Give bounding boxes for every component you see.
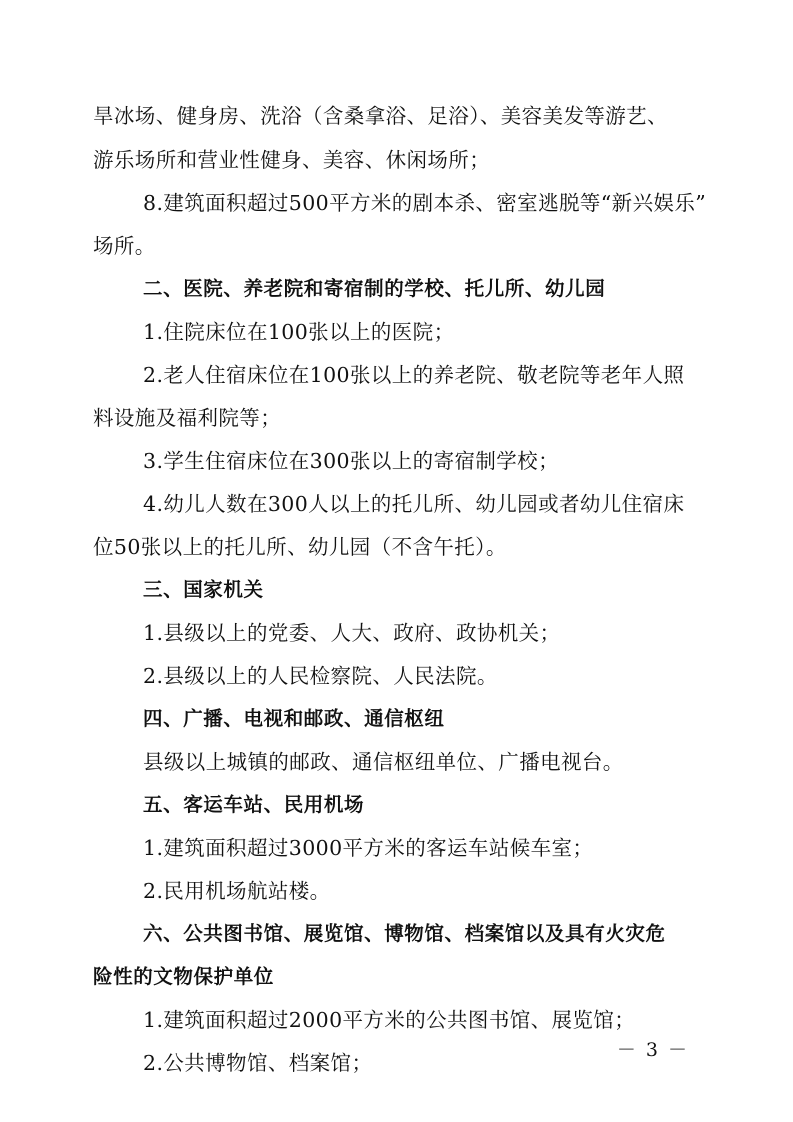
body-line-9: 3.学生住宿床位在300张以上的寄宿制学校； bbox=[143, 449, 559, 473]
body-line-4: 场所。 bbox=[93, 234, 156, 258]
body-line-19: 2.民用机场航站楼。 bbox=[143, 879, 331, 903]
body-line-1: 旱冰场、健身房、洗浴（含桑拿浴、足浴）、美容美发等游艺、 bbox=[93, 104, 668, 128]
body-line-13: 1.县级以上的党委、人大、政府、政协机关； bbox=[143, 621, 561, 645]
section-heading-6-continued: 险性的文物保护单位 bbox=[93, 965, 274, 988]
body-line-7: 2.老人住宿床位在100张以上的养老院、敬老院等老年人照 bbox=[143, 363, 685, 387]
body-line-22: 1.建筑面积超过2000平方米的公共图书馆、展览馆； bbox=[143, 1008, 636, 1032]
page-number: － 3 － bbox=[616, 1039, 689, 1061]
body-line-14: 2.县级以上的人民检察院、人民法院。 bbox=[143, 664, 498, 688]
body-line-23: 2.公共博物馆、档案馆； bbox=[143, 1051, 373, 1075]
body-line-8: 料设施及福利院等； bbox=[93, 406, 282, 430]
section-heading-5: 五、客运车站、民用机场 bbox=[143, 793, 365, 816]
section-heading-6: 六、公共图书馆、展览馆、博物馆、档案馆以及具有火灾危 bbox=[143, 922, 666, 945]
section-heading-3: 三、国家机关 bbox=[143, 578, 264, 601]
body-line-6: 1.住院床位在100张以上的医院； bbox=[143, 320, 455, 344]
body-line-18: 1.建筑面积超过3000平方米的客运车站候车室； bbox=[143, 836, 594, 860]
body-line-2: 游乐场所和营业性健身、美容、休闲场所； bbox=[93, 148, 491, 172]
section-heading-2: 二、医院、养老院和寄宿制的学校、托儿所、幼儿园 bbox=[143, 277, 606, 300]
section-heading-4: 四、广播、电视和邮政、通信枢纽 bbox=[143, 707, 445, 730]
body-line-16: 县级以上城镇的邮政、通信枢纽单位、广播电视台。 bbox=[143, 750, 624, 774]
body-line-10: 4.幼儿人数在300人以上的托儿所、幼儿园或者幼儿住宿床 bbox=[143, 492, 685, 516]
body-line-11: 位50张以上的托儿所、幼儿园（不含午托）。 bbox=[93, 535, 507, 559]
body-line-3: 8.建筑面积超过500平方米的剧本杀、密室逃脱等“新兴娱乐” bbox=[143, 191, 707, 215]
